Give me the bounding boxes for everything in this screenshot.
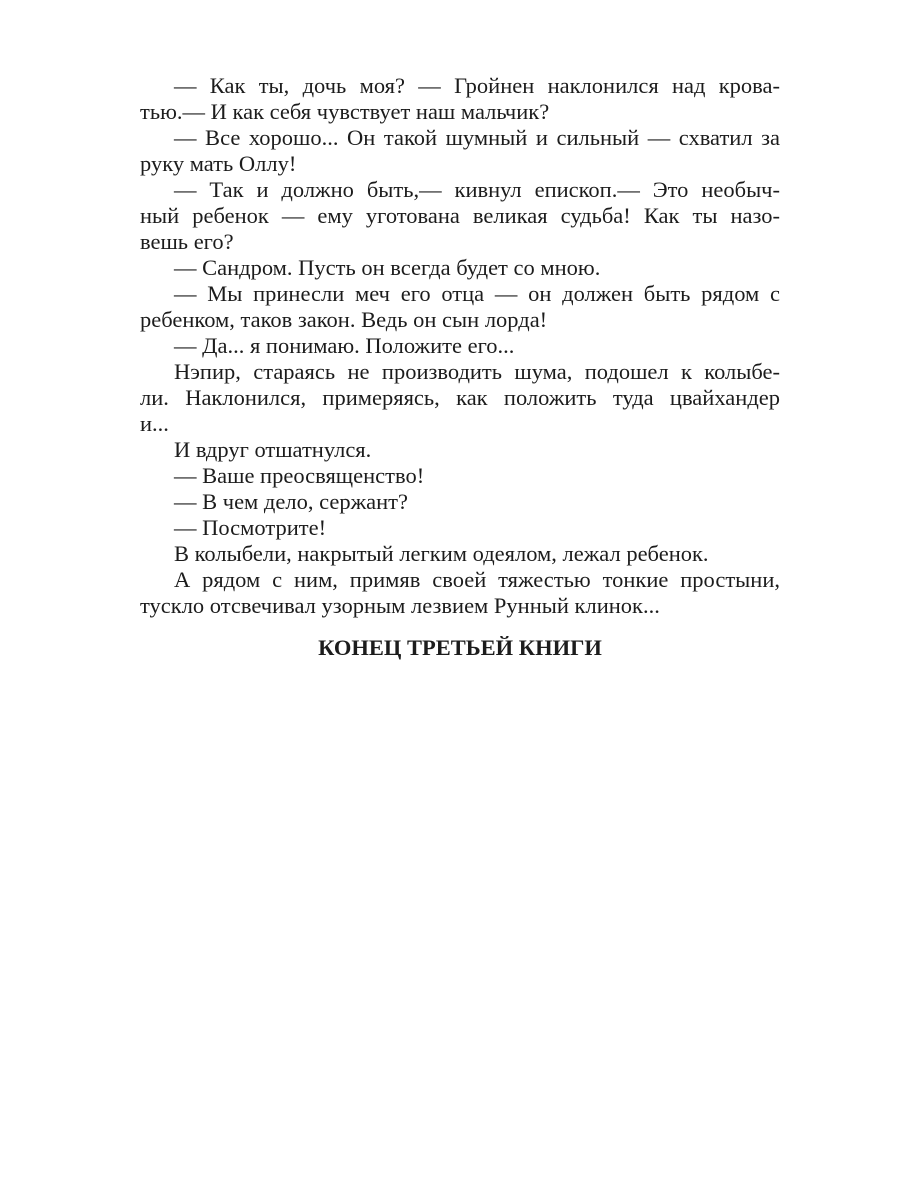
text-line: тью.— И как себя чувствует наш мальчик? <box>140 99 550 124</box>
text-line: вешь его? <box>140 229 234 254</box>
end-of-book-heading: КОНЕЦ ТРЕТЬЕЙ КНИГИ <box>318 635 602 660</box>
text-line: — Мы принесли меч его отца — он должен быть рядом с <box>174 281 780 306</box>
text-line: и... <box>140 411 169 436</box>
text-line: — Сандром. Пусть он всегда будет со мною. <box>174 255 601 280</box>
text-line: руку мать Оллу! <box>140 151 297 176</box>
text-line: ли. Наклонился, примеряясь, как положить туда цвайхандер <box>140 385 780 410</box>
text-line: — Так и должно быть,— кивнул епископ.— Это необыч- <box>174 177 780 202</box>
text-line: — Ваше преосвященство! <box>174 463 425 488</box>
text-line: А рядом с ним, примяв своей тяжестью тонкие простыни, <box>174 567 780 592</box>
text-line: И вдруг отшатнулся. <box>174 437 372 462</box>
text-line: — Посмотрите! <box>174 515 327 540</box>
text-line: — В чем дело, сержант? <box>174 489 408 514</box>
text-line: В колыбели, накрытый легким одеялом, лежал ребенок. <box>174 541 709 566</box>
body-text <box>140 73 780 619</box>
text-line: ный ребенок — ему уготована великая судьба! Как ты назо- <box>140 203 780 228</box>
text-line: — Все хорошо... Он такой шумный и сильный — схватил за <box>174 125 780 150</box>
text-line: тускло отсвечивал узорным лезвием Рунный клинок... <box>140 593 660 618</box>
text-line: ребенком, таков закон. Ведь он сын лорда! <box>140 307 548 332</box>
text-line: Нэпир, стараясь не производить шума, подошел к колыбе- <box>174 359 780 384</box>
text-line: — Как ты, дочь моя? — Гройнен наклонился над крова- <box>174 73 780 98</box>
text-line: — Да... я понимаю. Положите его... <box>174 333 515 358</box>
